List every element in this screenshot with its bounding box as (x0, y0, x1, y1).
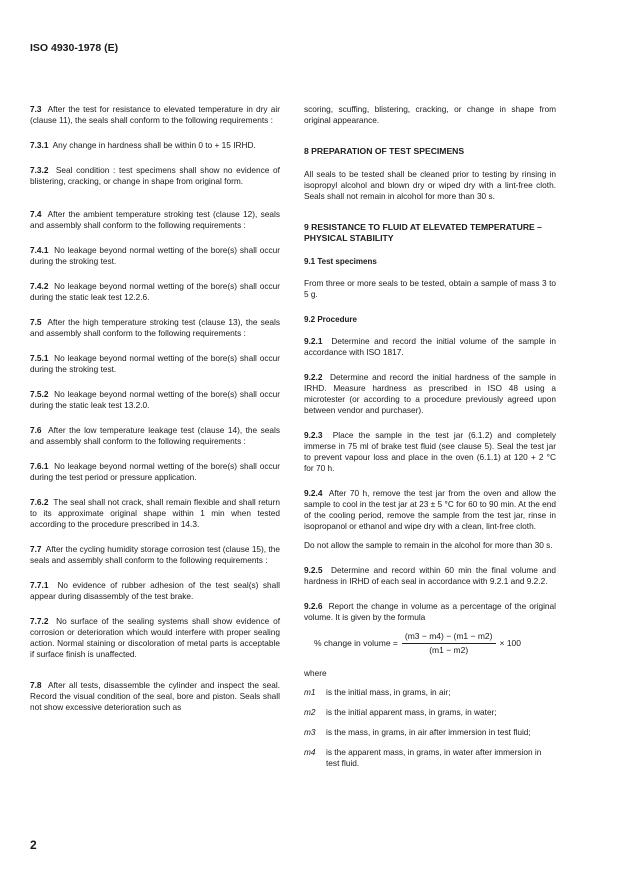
clause-7-4 (30, 209, 280, 231)
clause-7-5-1 (30, 353, 280, 375)
clause-text: Determine and record the initial volume of the sample in accordance with ISO 1817. (304, 336, 556, 357)
volume-change-formula (314, 631, 556, 656)
clause-number: 7.7.2 (30, 616, 49, 626)
clause-text: The seal shall not crack, shall remain flexible and shall return to its approximate original shape within 1 min when tested according to the procedure prescribed in 14.3. (30, 497, 280, 529)
page-number: 2 (30, 838, 37, 852)
clause-number: 7.3.1 (30, 140, 49, 150)
clause-7-6-1 (30, 461, 280, 483)
clause-text: After 70 h, remove the test jar from the oven and allow the sample to cool in the test jar at 23 ± 5 °C for 60 to 90 min. At the end of the cooling period, remove the sample from the test jar, rinse in isopropanol or ethanol and wipe dry with a clean, lint-free cloth. (304, 488, 556, 531)
clause-text: Determine and record the initial hardness of the sample in IRHD. Measure hardness as prescribed in ISO 48 using a microtester (or according to a procedure previously agreed upon between vendor and purchaser). (304, 372, 556, 415)
clause-text: No leakage beyond normal wetting of the bore(s) shall occur during the static leak test 13.2.0. (30, 389, 280, 410)
clause-7-3 (30, 104, 280, 126)
clause-9-2-3 (304, 430, 556, 474)
clause-9-2-4 (304, 488, 556, 532)
subsection-9-2-heading: 9.2 Procedure (304, 315, 357, 324)
definition-m2 (304, 707, 556, 718)
clause-text: After the ambient temperature stroking test (clause 12), seals and assembly shall conform to the following requirements : (30, 209, 280, 230)
clause-number: 7.6.2 (30, 497, 49, 507)
symbol-definitions (304, 687, 556, 769)
where-label: where (304, 668, 327, 678)
clause-9-2-2 (304, 372, 556, 416)
formula-fraction (402, 631, 496, 656)
symbol: m2 (304, 707, 316, 717)
clause-number: 7.5.2 (30, 389, 49, 399)
clause-7-3-2 (30, 165, 280, 187)
clause-number: 9.2.1 (304, 336, 323, 346)
section-8-heading: 8 PREPARATION OF TEST SPECIMENS (304, 146, 465, 156)
clause-number: 7.5.1 (30, 353, 49, 363)
clause-text: Seal condition : test specimens shall show no evidence of blistering, cracking, or change in shape from original form. (30, 165, 280, 186)
definition-m4 (304, 747, 556, 769)
section-9-heading: 9 RESISTANCE TO FLUID AT ELEVATED TEMPERATURE – PHYSICAL STABILITY (304, 222, 542, 243)
clause-text: After the high temperature stroking test (clause 13), the seals and assembly shall conform to the following requirements : (30, 317, 280, 338)
clause-9-2-1 (304, 336, 556, 358)
formula-rhs: × 100 (499, 638, 522, 648)
clause-7-7-1 (30, 580, 280, 602)
clause-number: 9.2.2 (304, 372, 323, 382)
clause-7-6-2 (30, 497, 280, 530)
definition-text: is the initial mass, in grams, in air; (326, 687, 451, 697)
clause-7-4-1 (30, 245, 280, 267)
clause-text: No leakage beyond normal wetting of the bore(s) shall occur during the stroking test. (30, 353, 280, 374)
clause-text: Determine and record within 60 min the final volume and hardness in IRHD of each seal in accordance with 9.2.1 and 9.2.2. (304, 565, 556, 586)
clause-7-4-2 (30, 281, 280, 303)
document-header: ISO 4930-1978 (E) (30, 42, 119, 54)
clause-text: After all tests, disassemble the cylinder and inspect the seal. Record the visual condition of the seal, bore and piston. Seals shall not show excessive deterioration such as (30, 680, 280, 712)
clause-text: Report the change in volume as a percentage of the original volume. It is given by the formula (304, 601, 556, 622)
clause-number: 7.4.2 (30, 281, 49, 291)
symbol: m4 (304, 747, 316, 757)
clause-7-5-2 (30, 389, 280, 411)
clause-text: No leakage beyond normal wetting of the bore(s) shall occur during the static leak test 12.2.6. (30, 281, 280, 302)
clause-number: 7.7 (30, 544, 42, 554)
left-column (30, 104, 280, 727)
clause-text: No surface of the sealing systems shall show evidence of corrosion or deterioration which would interfere with proper sealing action. Normal staining or discoloration of metal parts is acceptable if surface finish is unaffected. (30, 616, 280, 659)
clause-number: 9.2.3 (304, 430, 323, 440)
formula-denominator: (m1 − m2) (429, 645, 469, 655)
clause-number: 7.6 (30, 425, 42, 435)
clause-text: No leakage beyond normal wetting of the bore(s) shall occur during the stroking test. (30, 245, 280, 266)
clause-9-2-6 (304, 601, 556, 623)
subsection-9-1-text: From three or more seals to be tested, obtain a sample of mass 3 to 5 g. (304, 278, 556, 299)
clause-7-3-1 (30, 140, 280, 151)
clause-number: 7.4 (30, 209, 42, 219)
clause-number: 7.3.2 (30, 165, 49, 175)
clause-number: 9.2.6 (304, 601, 323, 611)
clause-text: After the low temperature leakage test (clause 14), the seals and assembly shall conform to the following requirements : (30, 425, 281, 446)
definition-m1 (304, 687, 556, 698)
clause-9-2-5 (304, 565, 556, 587)
clause-7-7 (30, 544, 280, 566)
subsection-9-1-heading: 9.1 Test specimens (304, 257, 377, 266)
clause-number: 9.2.4 (304, 488, 323, 498)
clause-number: 7.6.1 (30, 461, 49, 471)
clause-text: Any change in hardness shall be within 0 to + 15 IRHD. (52, 140, 256, 150)
clause-number: 9.2.5 (304, 565, 323, 575)
clause-text: After the test for resistance to elevated temperature in dry air (clause 11), the seals shall conform to the following requirements : (30, 104, 281, 125)
clause-number: 7.5 (30, 317, 42, 327)
symbol: m1 (304, 687, 316, 697)
clause-7-5 (30, 317, 280, 339)
definition-text: is the mass, in grams, in air after immersion in test fluid; (326, 727, 531, 737)
clause-text: No evidence of rubber adhesion of the test seal(s) shall appear during disassembly of the test brake. (30, 580, 280, 601)
clause-7-8-continuation: scoring, scuffing, blistering, cracking, or change in shape from original appearance. (304, 104, 556, 125)
formula-numerator: (m3 − m4) − (m1 − m2) (402, 631, 496, 644)
clause-9-2-4-note (304, 540, 556, 551)
formula-lhs: % change in volume = (314, 638, 398, 648)
clause-text: Do not allow the sample to remain in the alcohol for more than 30 s. (304, 540, 553, 550)
definition-m3 (304, 727, 556, 738)
clause-text: Place the sample in the test jar (6.1.2) and completely immerse in 75 ml of brake test fluid (see clause 5). Seal the test jar to prevent vapour loss and place in the oven (6.1.1) at 120 + 2 °C for 70 h. (304, 430, 556, 473)
section-8-text: All seals to be tested shall be cleaned prior to testing by rinsing in isopropyl alcohol and blown dry or wiped dry with a lint-free cloth. Seals shall not remain in alcohol for more than 30 s. (304, 169, 556, 201)
clause-7-8 (30, 680, 280, 713)
definition-text: is the apparent mass, in grams, in water after immersion in test fluid. (326, 747, 542, 768)
clause-text: After the cycling humidity storage corrosion test (clause 15), the seals and assembly shall conform to the following requirements : (30, 544, 280, 565)
clause-text: No leakage beyond normal wetting of the bore(s) shall occur during the test period or pressure application. (30, 461, 280, 482)
clause-number: 7.8 (30, 680, 42, 690)
clause-number: 7.4.1 (30, 245, 49, 255)
clause-7-7-2 (30, 616, 280, 660)
symbol: m3 (304, 727, 316, 737)
clause-number: 7.7.1 (30, 580, 49, 590)
right-column (304, 104, 556, 778)
clause-7-6 (30, 425, 280, 447)
clause-number: 7.3 (30, 104, 42, 114)
definition-text: is the initial apparent mass, in grams, in water; (326, 707, 497, 717)
